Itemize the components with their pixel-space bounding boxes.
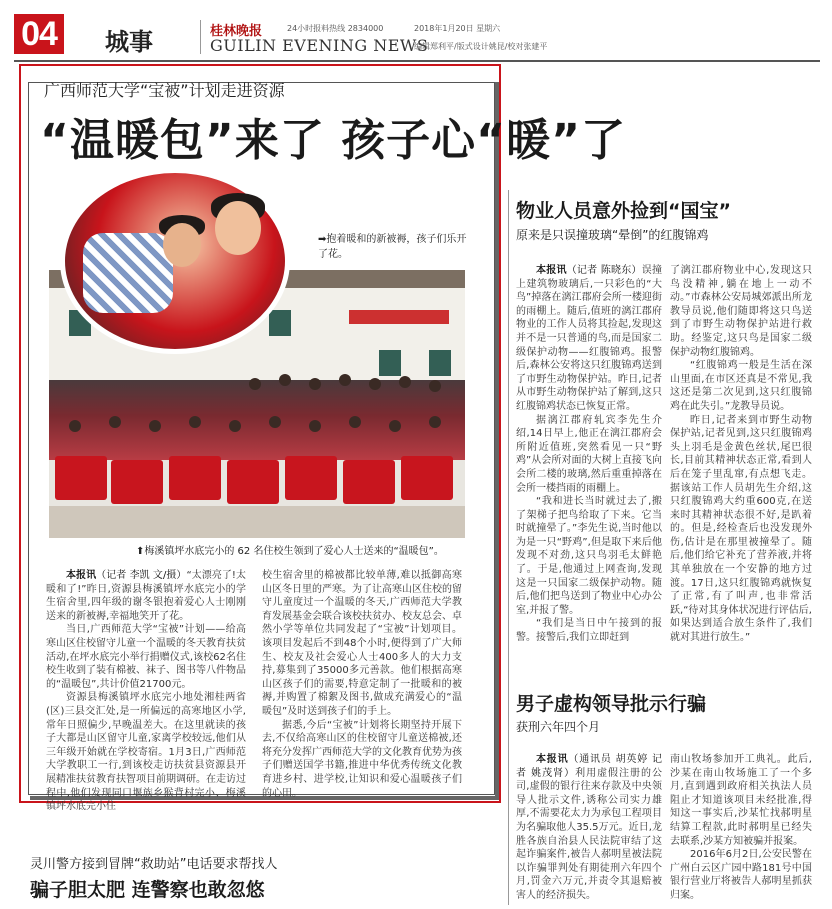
photo-person [339, 374, 351, 386]
gift-bag [343, 460, 395, 504]
feature-shadow [495, 82, 499, 796]
paragraph: 据悉,今后“宝被”计划将长期坚持开展下去,不仅给高寒山区的住校留守儿童送棉被,还将充分发挥广西师范大学的文化教育优势为孩子们赠送国学书籍,推进中华优秀传统文化教育进乡村、进学校,让知识和爱心温暖孩子们的心田。 [262, 719, 462, 799]
story-byline: （通讯员 胡英婷 记者 姚茂肾） [516, 754, 663, 779]
story-2-headline: 男子虚构领导批示行骗 [516, 693, 707, 715]
gift-bag [55, 456, 107, 500]
photo-window [379, 350, 401, 376]
photo-person [149, 420, 161, 432]
masthead-english-title: GUILIN EVENING NEWS [210, 36, 429, 55]
section-title: 城事 [105, 28, 153, 56]
paragraph: 当日,广西师范大学“宝被”计划——给高寒山区住校留守儿童一个温暖的冬天教育扶贫活动,在坪水底完小举行捐赠仪式,该校62名住校生收到了装有棉被、袜子、图书等八件物品的“温暖包”,共计价值21700元。 [46, 624, 246, 690]
photo-person [109, 416, 121, 428]
photo-person [279, 374, 291, 386]
photo-person [269, 416, 281, 428]
gift-bag [111, 460, 163, 504]
page-number: 04 [14, 14, 64, 54]
column-divider [508, 190, 509, 905]
photo-window [269, 310, 291, 336]
feature-column-2 [262, 569, 462, 799]
paragraph: “我们是当日中午接到的报警。接警后,我们立即赶到 [516, 618, 662, 644]
gift-bag [401, 456, 453, 500]
photo-ground [49, 506, 465, 538]
photo-person [349, 416, 361, 428]
inset-child [163, 223, 201, 267]
inset-caption: ➡抱着暖和的新被褥，孩子们乐开了花。 [318, 234, 467, 260]
photo-person [249, 378, 261, 390]
feature-kicker: 广西师范大学“宝被”计划走进资源 [44, 81, 285, 100]
photo-person [429, 380, 441, 392]
story-2-subhead: 获刑六年四个月 [516, 720, 601, 734]
story-lead: 本报讯 [536, 754, 569, 765]
story-lead: 本报讯 [536, 265, 567, 276]
inset-quilt [83, 233, 173, 313]
story-1-subhead: 原来是只误撞玻璃“晕倒”的红腹锦鸡 [516, 228, 709, 242]
paragraph: 2016年6月2日,公安民警在广州白云区广园中路181号中国银行营业厅将被告人郝明星抓获归案。 [670, 849, 812, 901]
paragraph: 误撞上建筑物玻璃后,一只彩色的“大鸟”掉落在漓江郡府会所一楼迎街的雨棚上。随后,值班的漓江郡府物业的工作人员将其捡起,发现这并不是一只普通的鸟,而是国家二级保护动物——红腹锦鸡。报警后,森林公安将这只红腹锦鸡送到了市野生动物保护站。昨日,记者从市野生动物保护站了解到,这只红腹锦鸡状态已恢复正常。 [516, 265, 662, 412]
photo-banner [349, 310, 449, 324]
photo-person [69, 420, 81, 432]
photo-person [389, 420, 401, 432]
bottom-story-headline: 骗子胆太肥 连警察也敢忽悠 [30, 879, 265, 901]
gift-bag [227, 460, 279, 504]
gift-bag [285, 456, 337, 500]
story-1-column-2 [670, 264, 812, 660]
masthead-logo: 桂林晚报 [210, 24, 263, 39]
issue-date: 2018年1月20日 星期六 [414, 24, 501, 33]
masthead-hotline: 24小时报料热线 2834000 [287, 24, 384, 33]
paragraph: 据漓江郡府轧宾李先生介绍,14日早上,他正在漓江郡府会所附近值班,突然看见一只“野鸡”从会所对面的大树上直接飞向会所二楼的玻璃,然后重重掉落在会所一楼挡雨的雨棚上。 [516, 414, 662, 494]
paragraph: 利用虚假注册的公司,虚假的银行往来存款及中央领导人批示文件,诱称公司实力雄厚,不需要花太力为承包工程项目为名骗取他人35.5万元。近日,龙胜各族自治县人民法院审结了这起诈骗案件,被告人郝明星被法院以诈骗罪判处有期徒刑六年四个月,罚金六万元,并责令其退赔被害人的经济损失。 [516, 767, 662, 901]
photo-caption: ⬆梅溪镇坪水底完小的 62 名住校生领到了爱心人士送来的“温暖包”。 [136, 546, 444, 557]
editors-credit: 编辑郑利平/版式设计姚昆/校对张建平 [414, 42, 548, 51]
paragraph: “太漂亮了!太暖和了!”昨日,资源县梅溪镇坪水底完小的学生宿舍里,四年级的谢冬银抱着爱心人士刚刚送来的新被褥,幸福地笑开了花。 [46, 570, 246, 622]
photo-person [189, 416, 201, 428]
story-byline: （记者 李凯 文/摄） [96, 570, 187, 581]
photo-person [429, 416, 441, 428]
header-rule [14, 60, 820, 62]
story-1-column-1 [516, 264, 662, 644]
inset-photo [60, 168, 290, 354]
paragraph: 资源县梅溪镇坪水底完小地处湘桂两省(区)三县交汇处,是一所偏远的高寒地区小学,常年日照偏少,早晚温差大。在这里就读的孩子大都是山区留守儿童,家离学校较远,他们从三年级开始就在学校寄宿。1月3日,广西师范大学教职工一行,到该校走访扶贫县资源县开展精准扶贫教育扶智项目前期调研。在走访过程中,他们发现同口堰族乡猴背村完小、梅溪镇坪水底完小住 [46, 692, 246, 813]
paragraph: 校生宿舍里的棉被都比较单薄,难以抵御高寒山区冬日里的严寒。为了让高寒山区住校的留守儿童度过一个温暖的冬天,广西师范大学教育发展基金会联合该校扶贫办、校友总会、卓然小学等单位共同发起了“宝被”计划项目。该项目发起后不到48个小时,便得到了广大师生、校友及社会爱心人士400多人的大力支持,募集到了35000多元善款。他们根据高寒山区孩子们的需要,特意定制了一批暖和的被褥,并购置了棉絮及图书,做成充满爱心的“温暖包”及时送到孩子们的手上。 [262, 570, 462, 717]
inset-adult [215, 201, 261, 255]
story-byline: （记者 陈晓东） [566, 265, 642, 276]
paragraph: “红腹锦鸡一般是生活在深山里面,在市区还真是不常见,我这还是第二次见到,这只红腹锦鸡在此失引。”龙教导员说。 [670, 360, 812, 412]
feature-headline: “温暖包”来了 孩子心“暖”了 [40, 115, 626, 166]
paragraph: 了漓江郡府物业中心,发现这只鸟没精神,躺在地上一动不动。”市森林公安局城郊派出所龙教导员说,他们随即将这只鸟送到了市野生动物保护站进行救助。经鉴定,这只鸟是国家二级保护动物红腹锦鸡。 [670, 265, 812, 358]
story-2-column-1 [516, 753, 662, 905]
story-1-headline: 物业人员意外捡到“国宝” [516, 200, 731, 222]
photo-window [429, 350, 451, 376]
story-2-column-2 [670, 753, 812, 905]
photo-person [309, 420, 321, 432]
paragraph: 南山牧场参加开工典礼。此后,沙某在南山牧场施工了一个多月,直到遇到政府相关执法人员阻止才知道该项目未经批准,得知这一事实后,沙某忙找郝明星结算工程款,此时郝明星已经失去联系,沙某方知被骗并报案。 [670, 754, 812, 847]
paragraph: 昨日,记者来到市野生动物保护站,记者见到,这只红腹锦鸡头上羽毛是金黄色丝状,尾巴很长,目前其精神状态正常,看到人后在笼子里乱窜,有点想飞走。据该站工作人员胡先生介绍,这只红腹锦鸡大约重600克,在送来时其精神状态很不好,是趴着的。但是,经检查后也没发现外伤,估计是在那里被撞晕了。随后,他们给它补充了营养液,并将其单独放在一个安静的地方过渡。17日,这只红腹锦鸡就恢复了正常,有了叫声,也非常活跃,“待对其身体状况进行评估后,如果达到适合放生条件了,我们就对其进行放生。” [670, 414, 812, 644]
gift-bag [169, 456, 221, 500]
story-lead: 本报讯 [66, 570, 97, 581]
photo-person [369, 378, 381, 390]
masthead-divider [200, 20, 201, 54]
bottom-story-subhead: 灵川警方接到冒牌“救助站”电话要求帮找人 [30, 857, 278, 872]
photo-person [309, 378, 321, 390]
photo-person [399, 376, 411, 388]
paragraph: “我和进长当时就过去了,搬了架梯子把鸟给取了下来。它当时就撞晕了。”李先生说,当时他以为是一只“野鸡”,但是取下来后他发现不对劲,这只鸟羽毛太鲜艳了。于是,他通过上网查询,发现这是一只国家二级保护动物。随后,他们把鸟送到了物业中心办公室,并报了警。 [516, 496, 662, 616]
photo-person [229, 420, 241, 432]
feature-column-1 [46, 569, 246, 813]
